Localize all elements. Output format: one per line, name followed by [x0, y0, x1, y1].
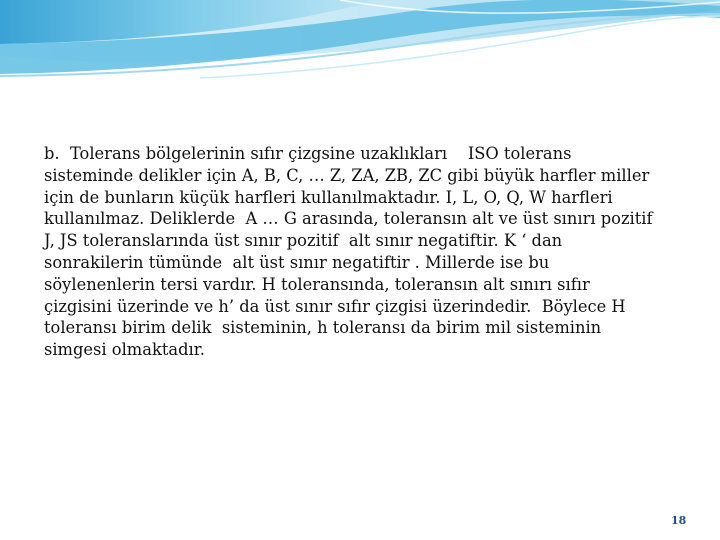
- text-line: sisteminde delikler için A, B, C, … Z, ZA, ZB, ZC gibi büyük harfler miller: [44, 165, 650, 185]
- text-line: b. Tolerans bölgelerinin sıfır çizgsine uzaklıkları ISO tolerans: [44, 144, 572, 163]
- text-line: çizgisini üzerinde ve h’ da üst sınır sıfır çizgisi üzerindedir. Böylece H: [44, 296, 626, 316]
- text-line: kullanılmaz. Deliklerde A … G arasında, toleransın alt ve üst sınırı pozitif: [44, 209, 653, 229]
- text-line: sonrakilerin tümünde alt üst sınır negatiftir . Millerde ise bu: [44, 252, 550, 272]
- text-line: için de bunların küçük harfleri kullanılmaktadır. I, L, O, Q, W harfleri: [44, 187, 613, 207]
- text-line: simgesi olmaktadır.: [44, 340, 205, 360]
- text-line: J, JS toleranslarında üst sınır pozitif alt sınır negatiftir. K ‘ dan: [44, 231, 563, 251]
- text-line: söylenenlerin tersi vardır. H toleransında, toleransın alt sınırı sıfır: [44, 274, 590, 294]
- text-line: toleransı birim delik sisteminin, h toleransı da birim mil sisteminin: [44, 318, 602, 338]
- header-wave-decoration: [0, 0, 720, 82]
- body-text: [44, 143, 684, 361]
- page-number: 18: [671, 514, 687, 527]
